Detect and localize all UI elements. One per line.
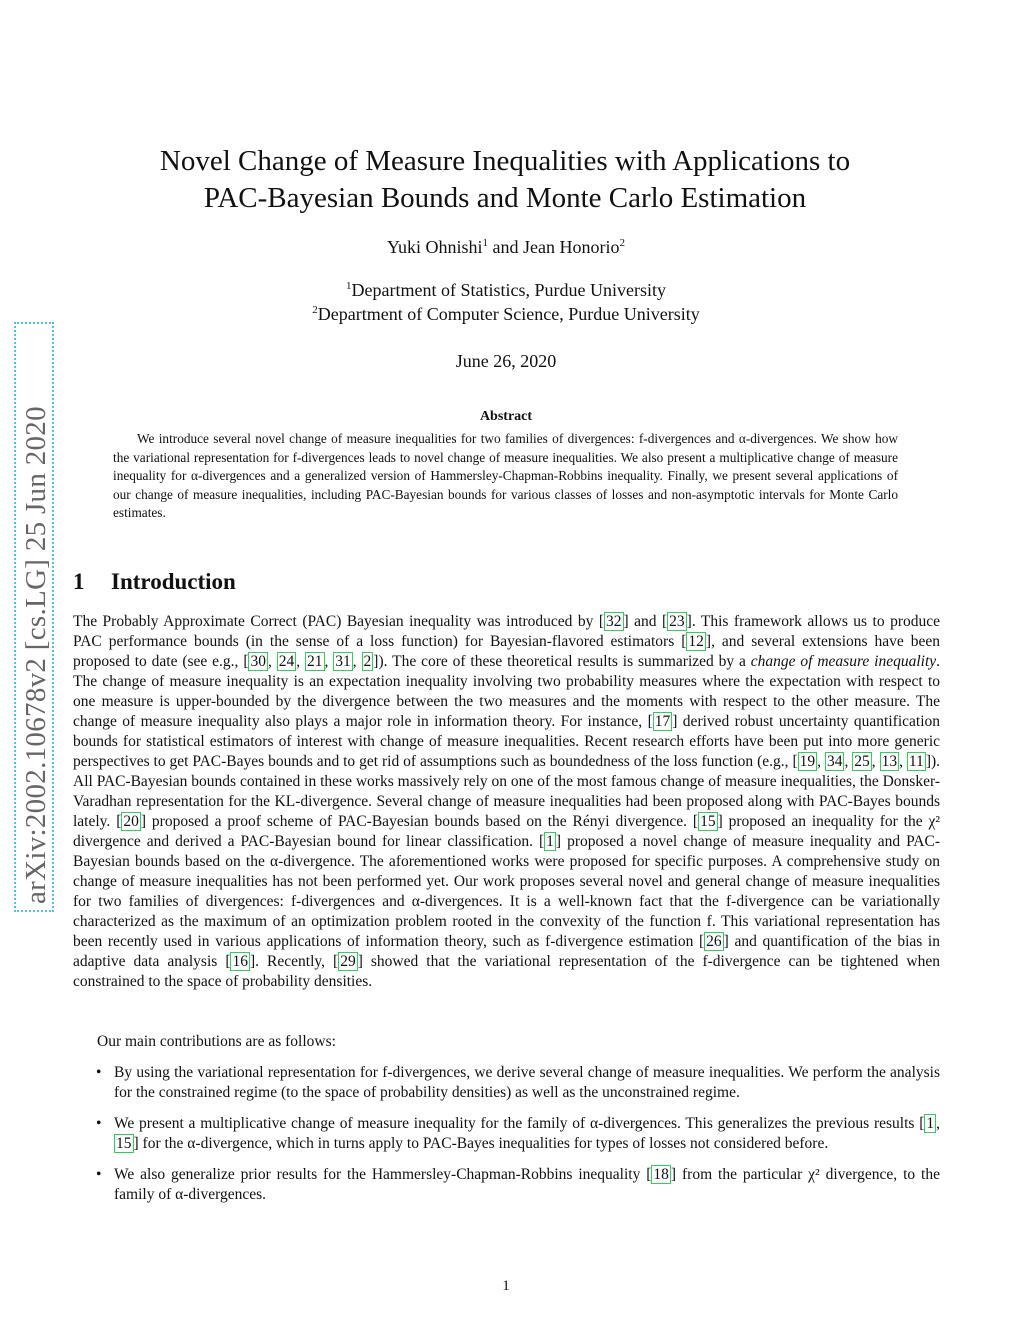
citation-link[interactable]: 23 [669, 613, 685, 630]
citation-link[interactable]: 32 [606, 613, 622, 630]
author-affiliation-mark: 2 [619, 237, 625, 249]
abstract-text: We introduce several novel change of measure inequalities for two families of divergences: f-divergences and α-divergences. We show how the variational representation for f-divergences leads to novel change of measure inequalities. We also present a multiplicative change of measure inequality for α-divergences and a generalized version of Hammersley-Chapman-Robbins inequality. Finally, we present several applications of our change of measure inequalities, including PAC-Bayesian bounds for various classes of losses and non-asymptotic intervals for Monte Carlo estimates. [113, 431, 898, 520]
paper-title [110, 143, 900, 217]
title-line-1: Novel Change of Measure Inequalities with Applications to [159, 145, 851, 177]
affiliation-text: Department of Statistics, Purdue University [351, 280, 666, 300]
contributions-list [73, 1063, 940, 1216]
page-number: 1 [502, 1278, 510, 1294]
citation-link[interactable]: 2 [363, 653, 372, 670]
affiliation [0, 302, 1012, 326]
citation-link[interactable]: 25 [854, 753, 870, 770]
author-list [0, 237, 1012, 258]
citation-link[interactable]: 24 [278, 653, 295, 670]
affiliation-mark: 1 [346, 280, 352, 292]
citation-link[interactable]: 17 [654, 713, 671, 730]
citation-link[interactable]: 15 [700, 813, 716, 830]
emphasis: change of measure inequality [750, 653, 937, 670]
citation-link[interactable]: 16 [232, 953, 248, 970]
affiliation-text: Department of Computer Science, Purdue University [317, 304, 700, 324]
title-line-2: PAC-Bayesian Bounds and Monte Carlo Estimation [203, 182, 807, 214]
abstract-heading: Abstract [479, 409, 533, 424]
citation-link[interactable]: 29 [340, 953, 356, 970]
publication-date: June 26, 2020 [455, 351, 557, 371]
citation-link[interactable]: 30 [250, 653, 266, 670]
citation-link[interactable]: 13 [881, 753, 898, 770]
citation-link[interactable]: 1 [926, 1115, 935, 1132]
citation-link[interactable]: 11 [908, 753, 924, 770]
author-affiliation-mark: 1 [482, 237, 489, 249]
contributions-lead-in: Our main contributions are as follows: [97, 1033, 336, 1050]
section-number: 1 [73, 569, 85, 594]
citation-link[interactable]: 19 [799, 753, 816, 770]
affiliations [0, 278, 1012, 326]
intro-paragraph: The Probably Approximate Correct (PAC) Bayesian inequality was introduced by [ 32 ] and [ 23 ]. This framework allows us to produce PAC performance bounds (in the sense of a loss function) for Bayesian-flavored estimators [ 12 ], and several extensions have been proposed to date (see e.g., [ 30 , 24 , 21 , 31 , 2 ]). The core of these theoretical results is summarized by a change of measure inequality. The change of measure inequality is an expectation inequality involving two probability measures where the expectation with respect to one measure is upper-bounded by the divergence between the two measures and the moments with respect to the other measure. The change of measure inequality also plays a major role in information theory. For instance, [ 17 ] derived robust uncertainty quantification bounds for statistical estimators of interest with change of measure inequalities. Recent research efforts have been put into more generic perspectives to get PAC-Bayes bounds and to get rid of assumptions such as boundedness of the loss function (e.g., [ 19 , 34 , 25 , 13 , 11 ]). All PAC-Bayesian bounds contained in these works massively rely on one of the most famous change of measure inequalities, the Donsker-Varadhan representation for the KL-divergence. Several change of measure inequalities had been proposed along with PAC-Bayes bounds lately. [ 20 ] proposed a proof scheme of PAC-Bayesian bounds based on the Rényi divergence. [ 15 ] proposed an inequality for the χ² divergence and derived a PAC-Bayesian bound for linear classification. [ 1 ] proposed a novel change of measure inequality and PAC-Bayesian bounds based on the α-divergence. The aforementioned works were proposed for specific purposes. A comprehensive study on change of measure inequalities has not been performed yet. Our work proposes several novel and general change of measure inequalities for two families of divergences: f-divergences and α-divergences. It is a well-known fact that the f-divergence can be variationally characterized as the maximum of an optimization problem rooted in the convexity of the function f. This variational representation has been recently used in various applications of information theory, such as f-divergence estimation [ 26 ] and quantification of the bias in adaptive data analysis [ 16 ]. Recently, [ 29 ] showed that the variational representation of the f-divergence can be tightened when constrained to the space of probability densities. [73, 613, 941, 990]
citation-link[interactable]: 12 [688, 633, 704, 650]
author-separator: and [488, 237, 524, 257]
citation-link[interactable]: 20 [123, 813, 139, 830]
citation-link[interactable]: 34 [826, 753, 843, 770]
citation-link[interactable]: 18 [653, 1166, 669, 1183]
citation-link[interactable]: 26 [706, 933, 722, 950]
author-name: Jean Honorio [523, 237, 620, 257]
arxiv-stamp[interactable]: arXiv:2002.10678v2 [cs.LG] 25 Jun 2020 [20, 406, 52, 904]
citation-link[interactable]: 15 [116, 1135, 132, 1152]
citation-link[interactable]: 21 [307, 653, 323, 670]
list-item: • By using the variational representation for f-divergences, we derive several change of measure inequalities. We perform the analysis for the constrained regime (to the space of probability densities) as well as the unconstrained regime. [73, 1063, 940, 1103]
author-name: Yuki Ohnishi [387, 237, 483, 257]
citation-link[interactable]: 31 [335, 653, 351, 670]
affiliation [0, 278, 1012, 302]
section-title: Introduction [111, 569, 236, 594]
citation-link[interactable]: 1 [546, 833, 554, 850]
list-item: • We present a multiplicative change of measure inequality for the family of α-divergences. This generalizes the previous results [ 1 , 15 ] for the α-divergence, which in turns apply to PAC-Bayes inequalities for types of losses not considered before. [73, 1114, 940, 1154]
list-item: • We also generalize prior results for the Hammersley-Chapman-Robbins inequality [ 18 ] from the particular χ² divergence, to the family of α-divergences. [73, 1165, 940, 1205]
affiliation-mark: 2 [312, 304, 318, 316]
section-heading [73, 569, 236, 595]
